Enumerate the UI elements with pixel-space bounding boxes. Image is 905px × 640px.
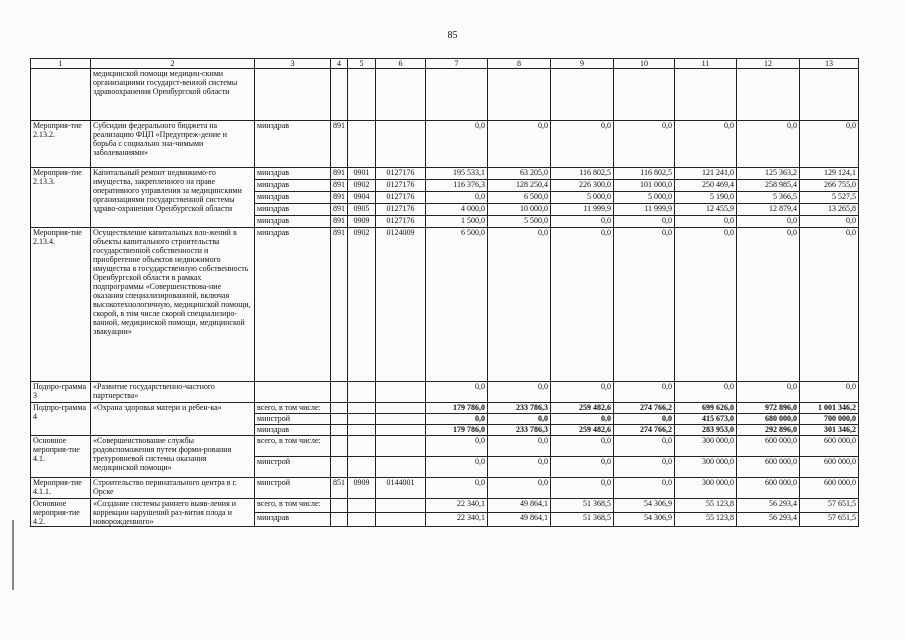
executor-cell: всего, в том числе: — [255, 436, 331, 457]
target-article-cell: 0144001 — [376, 478, 426, 499]
table-row — [31, 382, 859, 403]
value-cell: 0,0 — [614, 478, 675, 499]
value-cell: 121 241,0 — [675, 168, 737, 180]
value-cell: 22 340,1 — [426, 499, 488, 513]
grbs-cell — [331, 425, 348, 436]
executor-cell: минздрав — [255, 204, 331, 216]
grbs-cell: 891 — [331, 228, 348, 382]
scan-edge-mark — [12, 520, 14, 590]
section-cell: 0905 — [348, 204, 376, 216]
section-cell — [348, 425, 376, 436]
column-number: 13 — [800, 59, 859, 69]
value-cell: 0,0 — [614, 121, 675, 168]
value-cell: 129 124,1 — [800, 168, 859, 180]
value-cell: 0,0 — [614, 228, 675, 382]
value-cell: 0,0 — [551, 121, 614, 168]
grbs-cell — [331, 436, 348, 457]
value-cell: 0,0 — [737, 121, 800, 168]
grbs-cell: 891 — [331, 204, 348, 216]
row-label: Подпро-грамма 4 — [31, 403, 91, 436]
table-row — [31, 69, 859, 121]
table-row — [31, 478, 859, 499]
value-cell: 0,0 — [426, 457, 488, 478]
executor-cell: минстрой — [255, 457, 331, 478]
table-row — [31, 228, 859, 382]
value-cell: 600 000,0 — [800, 457, 859, 478]
target-article-cell: 0127176 — [376, 216, 426, 228]
value-cell: 0,0 — [488, 121, 551, 168]
value-cell: 0,0 — [488, 382, 551, 403]
column-number: 3 — [255, 59, 331, 69]
section-cell — [348, 513, 376, 527]
target-article-cell: 0127176 — [376, 180, 426, 192]
row-label: Мероприя-тие 2.13.2. — [31, 121, 91, 168]
section-cell: 0901 — [348, 168, 376, 180]
value-cell: 259 482,6 — [551, 403, 614, 414]
value-cell: 0,0 — [426, 478, 488, 499]
value-cell: 5 000,0 — [551, 192, 614, 204]
value-cell: 283 953,0 — [675, 425, 737, 436]
row-name: Субсидии федерального бюджета на реализацию ФЦП «Предупреж-дение и борьба с социально зна-чимыми заболеваниями» — [91, 121, 255, 168]
value-cell: 600 000,0 — [737, 478, 800, 499]
value-cell: 699 626,0 — [675, 403, 737, 414]
target-article-cell — [376, 121, 426, 168]
value-cell: 0,0 — [614, 382, 675, 403]
value-cell: 266 755,0 — [800, 180, 859, 192]
row-name: «Создание системы раннего выяв-ления и коррекции нарушений раз-вития плода и новорожденного» — [91, 499, 255, 527]
value-cell: 179 786,0 — [426, 403, 488, 414]
table-row — [31, 403, 859, 414]
target-article-cell: 0127176 — [376, 168, 426, 180]
value-cell: 259 482,6 — [551, 425, 614, 436]
row-label: Мероприя-тие 2.13.3. — [31, 168, 91, 228]
target-article-cell: 0127176 — [376, 204, 426, 216]
value-cell: 0,0 — [614, 414, 675, 425]
column-number: 10 — [614, 59, 675, 69]
value-cell: 0,0 — [426, 192, 488, 204]
value-cell: 0,0 — [488, 478, 551, 499]
value-cell: 0,0 — [614, 216, 675, 228]
value-cell: 0,0 — [800, 216, 859, 228]
section-cell — [348, 414, 376, 425]
value-cell — [675, 69, 737, 121]
value-cell: 5 190,0 — [675, 192, 737, 204]
value-cell: 10 000,0 — [488, 204, 551, 216]
value-cell: 680 000,0 — [737, 414, 800, 425]
value-cell: 0,0 — [426, 121, 488, 168]
page-number: 85 — [447, 30, 458, 41]
grbs-cell: 891 — [331, 216, 348, 228]
grbs-cell: 891 — [331, 180, 348, 192]
value-cell: 5 366,5 — [737, 192, 800, 204]
executor-cell: всего, в том числе: — [255, 499, 331, 513]
section-cell: 0909 — [348, 216, 376, 228]
section-cell — [348, 403, 376, 414]
section-cell: 0902 — [348, 180, 376, 192]
table-row — [31, 436, 859, 457]
value-cell: 274 766,2 — [614, 425, 675, 436]
value-cell: 0,0 — [551, 436, 614, 457]
value-cell: 0,0 — [488, 228, 551, 382]
table-row — [31, 499, 859, 513]
value-cell: 250 469,4 — [675, 180, 737, 192]
executor-cell: минстрой — [255, 478, 331, 499]
value-cell — [488, 69, 551, 121]
executor-cell: минздрав — [255, 216, 331, 228]
column-number: 9 — [551, 59, 614, 69]
section-cell — [348, 69, 376, 121]
row-name: Капитальный ремонт недвижимо-го имущества, закрепленного на праве оперативного управления за медицинскими организациями государственной системы здраво-охранения Оренбургской области — [91, 168, 255, 228]
value-cell — [551, 69, 614, 121]
target-article-cell — [376, 457, 426, 478]
value-cell: 6 500,0 — [426, 228, 488, 382]
column-number: 6 — [376, 59, 426, 69]
executor-cell: минздрав — [255, 425, 331, 436]
row-name: «Совершенствование службы родовспоможения путем форми-рования трехуровневой системы оказания медицинской помощи» — [91, 436, 255, 478]
value-cell: 63 205,0 — [488, 168, 551, 180]
value-cell: 0,0 — [675, 216, 737, 228]
grbs-cell — [331, 69, 348, 121]
table-row — [31, 121, 859, 168]
value-cell — [614, 69, 675, 121]
section-cell — [348, 121, 376, 168]
executor-cell: минздрав — [255, 168, 331, 180]
column-number: 7 — [426, 59, 488, 69]
value-cell: 55 123,8 — [675, 499, 737, 513]
row-label: Основное мероприя-тие 4.2. — [31, 499, 91, 527]
value-cell — [426, 69, 488, 121]
value-cell — [800, 69, 859, 121]
value-cell: 0,0 — [551, 382, 614, 403]
target-article-cell — [376, 436, 426, 457]
row-name: Строительство перинатального центра в г. Орске — [91, 478, 255, 499]
value-cell: 51 368,5 — [551, 513, 614, 527]
value-cell: 600 000,0 — [800, 478, 859, 499]
grbs-cell — [331, 499, 348, 513]
target-article-cell — [376, 382, 426, 403]
value-cell: 101 000,0 — [614, 180, 675, 192]
value-cell: 49 864,1 — [488, 499, 551, 513]
value-cell: 300 000,0 — [675, 457, 737, 478]
value-cell: 600 000,0 — [800, 436, 859, 457]
value-cell: 301 346,2 — [800, 425, 859, 436]
value-cell: 0,0 — [675, 228, 737, 382]
grbs-cell: 891 — [331, 192, 348, 204]
value-cell: 600 000,0 — [737, 436, 800, 457]
executor-cell: минздрав — [255, 180, 331, 192]
value-cell: 600 000,0 — [737, 457, 800, 478]
section-cell — [348, 499, 376, 513]
value-cell: 0,0 — [675, 382, 737, 403]
column-number: 8 — [488, 59, 551, 69]
row-label — [31, 69, 91, 121]
table-header-row — [31, 59, 859, 69]
value-cell: 0,0 — [488, 414, 551, 425]
value-cell — [737, 69, 800, 121]
target-article-cell — [376, 414, 426, 425]
executor-cell — [255, 69, 331, 121]
value-cell: 13 265,8 — [800, 204, 859, 216]
column-number: 11 — [675, 59, 737, 69]
grbs-cell: 891 — [331, 121, 348, 168]
grbs-cell: 851 — [331, 478, 348, 499]
value-cell: 0,0 — [551, 414, 614, 425]
target-article-cell — [376, 513, 426, 527]
value-cell: 0,0 — [426, 436, 488, 457]
value-cell: 195 533,1 — [426, 168, 488, 180]
grbs-cell — [331, 403, 348, 414]
value-cell: 179 786,0 — [426, 425, 488, 436]
section-cell — [348, 457, 376, 478]
grbs-cell — [331, 513, 348, 527]
value-cell: 116 376,3 — [426, 180, 488, 192]
budget-table — [30, 58, 859, 527]
value-cell: 0,0 — [737, 382, 800, 403]
executor-cell: минздрав — [255, 228, 331, 382]
value-cell: 0,0 — [551, 228, 614, 382]
value-cell: 233 786,3 — [488, 425, 551, 436]
executor-cell: минздрав — [255, 192, 331, 204]
value-cell: 0,0 — [426, 414, 488, 425]
value-cell: 57 651,5 — [800, 499, 859, 513]
value-cell: 0,0 — [488, 436, 551, 457]
value-cell: 415 673,0 — [675, 414, 737, 425]
value-cell: 292 896,0 — [737, 425, 800, 436]
row-name: медицинской помощи медицин-скими организациями государст-венной системы здравоохранения Оренбургской области — [91, 69, 255, 121]
value-cell: 972 896,0 — [737, 403, 800, 414]
value-cell: 0,0 — [488, 457, 551, 478]
value-cell: 116 802,5 — [614, 168, 675, 180]
value-cell: 274 766,2 — [614, 403, 675, 414]
value-cell: 0,0 — [614, 457, 675, 478]
value-cell: 54 306,9 — [614, 499, 675, 513]
value-cell: 0,0 — [800, 228, 859, 382]
executor-cell: минздрав — [255, 121, 331, 168]
value-cell: 258 985,4 — [737, 180, 800, 192]
value-cell: 128 250,4 — [488, 180, 551, 192]
value-cell: 116 802,5 — [551, 168, 614, 180]
value-cell: 0,0 — [551, 457, 614, 478]
value-cell: 0,0 — [737, 228, 800, 382]
column-number: 2 — [91, 59, 255, 69]
executor-cell: минстрой — [255, 414, 331, 425]
column-number: 12 — [737, 59, 800, 69]
value-cell: 11 999,9 — [614, 204, 675, 216]
value-cell: 12 455,9 — [675, 204, 737, 216]
value-cell: 700 000,0 — [800, 414, 859, 425]
row-name: Осуществление капитальных вло-жений в объекты капитального строительства государственной собственности и приобретение объектов недвижимого имущества в государственную собственность Оренбургской области в рамках подпрограммы «Совершенствова-ние оказания специализированной, включая высокотехнологичную, медицинской помощи, скорой, в том числе скорой специализиро-ванной, медицинской помощи, медицинской эвакуации» — [91, 228, 255, 382]
value-cell: 5 500,0 — [488, 216, 551, 228]
row-label: Основное мероприя-тие 4.1. — [31, 436, 91, 478]
grbs-cell: 891 — [331, 168, 348, 180]
column-number: 5 — [348, 59, 376, 69]
table-row — [31, 168, 859, 180]
value-cell: 56 293,4 — [737, 499, 800, 513]
value-cell: 51 368,5 — [551, 499, 614, 513]
value-cell: 0,0 — [426, 382, 488, 403]
value-cell: 22 340,1 — [426, 513, 488, 527]
section-cell: 0904 — [348, 192, 376, 204]
row-label: Мероприя-тие 4.1.1. — [31, 478, 91, 499]
value-cell: 1 500,0 — [426, 216, 488, 228]
value-cell: 0,0 — [614, 436, 675, 457]
grbs-cell — [331, 414, 348, 425]
value-cell: 0,0 — [737, 216, 800, 228]
value-cell: 11 999,9 — [551, 204, 614, 216]
value-cell: 300 000,0 — [675, 478, 737, 499]
row-name: «Развитие государственно-частного партнерства» — [91, 382, 255, 403]
column-number: 1 — [31, 59, 91, 69]
executor-cell: всего, в том числе: — [255, 403, 331, 414]
section-cell: 0902 — [348, 228, 376, 382]
target-article-cell: 0127176 — [376, 192, 426, 204]
target-article-cell — [376, 69, 426, 121]
executor-cell: минздрав — [255, 513, 331, 527]
value-cell: 54 306,9 — [614, 513, 675, 527]
value-cell: 300 000,0 — [675, 436, 737, 457]
value-cell: 12 879,4 — [737, 204, 800, 216]
value-cell: 4 000,0 — [426, 204, 488, 216]
value-cell: 5 527,5 — [800, 192, 859, 204]
grbs-cell — [331, 382, 348, 403]
value-cell: 0,0 — [800, 382, 859, 403]
section-cell: 0909 — [348, 478, 376, 499]
value-cell: 55 123,8 — [675, 513, 737, 527]
row-label: Подпро-грамма 3 — [31, 382, 91, 403]
row-label: Мероприя-тие 2.13.4. — [31, 228, 91, 382]
value-cell: 233 786,3 — [488, 403, 551, 414]
value-cell: 56 293,4 — [737, 513, 800, 527]
value-cell: 0,0 — [675, 121, 737, 168]
column-number: 4 — [331, 59, 348, 69]
row-name: «Охрана здоровья матери и ребен-ка» — [91, 403, 255, 436]
value-cell: 0,0 — [551, 478, 614, 499]
value-cell: 125 363,2 — [737, 168, 800, 180]
value-cell: 6 500,0 — [488, 192, 551, 204]
section-cell — [348, 436, 376, 457]
value-cell: 5 000,0 — [614, 192, 675, 204]
grbs-cell — [331, 457, 348, 478]
section-cell — [348, 382, 376, 403]
executor-cell — [255, 382, 331, 403]
value-cell: 57 651,5 — [800, 513, 859, 527]
target-article-cell: 0124009 — [376, 228, 426, 382]
value-cell: 0,0 — [800, 121, 859, 168]
target-article-cell — [376, 499, 426, 513]
value-cell: 49 864,1 — [488, 513, 551, 527]
target-article-cell — [376, 425, 426, 436]
value-cell: 1 001 346,2 — [800, 403, 859, 414]
value-cell: 0,0 — [551, 216, 614, 228]
value-cell: 226 300,0 — [551, 180, 614, 192]
target-article-cell — [376, 403, 426, 414]
